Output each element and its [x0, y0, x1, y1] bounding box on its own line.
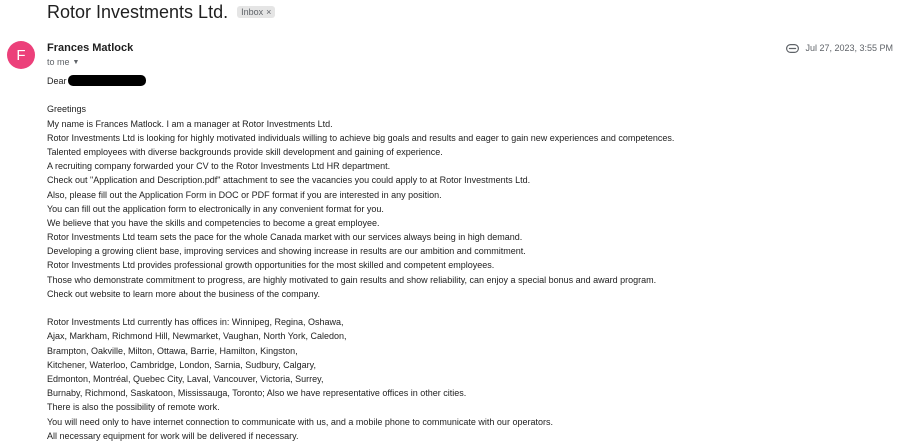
- email-body: [47, 74, 877, 443]
- body-line: Rotor Investments Ltd is looking for highly motivated individuals willing to achieve big goals and results and eager to gain new experiences and competences.: [47, 132, 675, 143]
- blank-line: [47, 301, 877, 315]
- redacted-name: [68, 75, 146, 86]
- body-line: Kitchener, Waterloo, Cambridge, London, Sarnia, Sudbury, Calgary,: [47, 359, 316, 370]
- body-line: My name is Frances Matlock. I am a manager at Rotor Investments Ltd.: [47, 118, 333, 129]
- recipient-details-toggle[interactable]: [47, 57, 79, 67]
- body-line: Talented employees with diverse backgrounds provide skill development and gaining of experience.: [47, 146, 443, 157]
- body-line: Brampton, Oakville, Milton, Ottawa, Barrie, Hamilton, Kingston,: [47, 345, 298, 356]
- body-line: Those who demonstrate commitment to progress, are highly motivated to gain results and show reliability, can enjoy a special bonus and award program.: [47, 274, 657, 285]
- email-date: Jul 27, 2023, 3:55 PM: [805, 43, 893, 53]
- email-paragraph-1: [47, 102, 877, 301]
- inbox-label-chip[interactable]: [237, 6, 275, 18]
- chevron-down-icon[interactable]: ▼: [72, 58, 80, 66]
- email-meta: [786, 43, 893, 53]
- body-line: Check out website to learn more about the business of the company.: [47, 288, 320, 299]
- body-line: We believe that you have the skills and competencies to become a great employee.: [47, 217, 380, 228]
- body-line: Developing a growing client base, improving services and showing increase in results are our ambition and commitment.: [47, 246, 526, 257]
- inbox-label-text: Inbox: [241, 7, 264, 17]
- salutation: Dear: [47, 76, 67, 86]
- blank-line: [47, 88, 877, 102]
- sender-avatar[interactable]: [7, 41, 35, 69]
- email-subject-row: [47, 0, 275, 24]
- body-line: Rotor Investments Ltd team sets the pace for the whole Canada market with our services always being in high demand.: [47, 232, 523, 243]
- body-line: All necessary equipment for work will be delivered if necessary.: [47, 430, 299, 441]
- remove-label-icon[interactable]: ×: [266, 7, 272, 17]
- sender-initial: F: [16, 46, 26, 64]
- attachment-icon[interactable]: [786, 44, 799, 53]
- body-line: Also, please fill out the Application Form in DOC or PDF format if you are interested in any position.: [47, 189, 442, 200]
- body-line: Greetings: [47, 104, 87, 115]
- body-line: You will need only to have internet connection to communicate with us, and a mobile phone to communicate with our operators.: [47, 416, 553, 427]
- body-line: Check out "Application and Description.pdf" attachment to see the vacancies you could apply to at Rotor Investments Ltd.: [47, 175, 531, 186]
- salutation-line: [47, 74, 877, 88]
- body-line: Rotor Investments Ltd provides professional growth opportunities for the most skilled and competent employees.: [47, 260, 495, 271]
- body-line: You can fill out the application form to electronically in any convenient format for you.: [47, 203, 384, 214]
- body-line: There is also the possibility of remote work.: [47, 402, 220, 413]
- body-line: A recruiting company forwarded your CV to the Rotor Investments Ltd HR department.: [47, 161, 391, 172]
- email-subject: Rotor Investments Ltd.: [47, 1, 229, 22]
- body-line: Burnaby, Richmond, Saskatoon, Mississauga, Toronto; Also we have representative offices in other cities.: [47, 388, 467, 399]
- recipient-label: to me: [47, 57, 70, 67]
- body-line: Ajax, Markham, Richmond Hill, Newmarket, Vaughan, North York, Caledon,: [47, 331, 347, 342]
- body-line: Rotor Investments Ltd currently has offices in: Winnipeg, Regina, Oshawa,: [47, 317, 344, 328]
- body-line: Edmonton, Montréal, Quebec City, Laval, Vancouver, Victoria, Surrey,: [47, 373, 324, 384]
- email-paragraph-2: [47, 315, 877, 443]
- sender-name[interactable]: Frances Matlock: [47, 42, 134, 54]
